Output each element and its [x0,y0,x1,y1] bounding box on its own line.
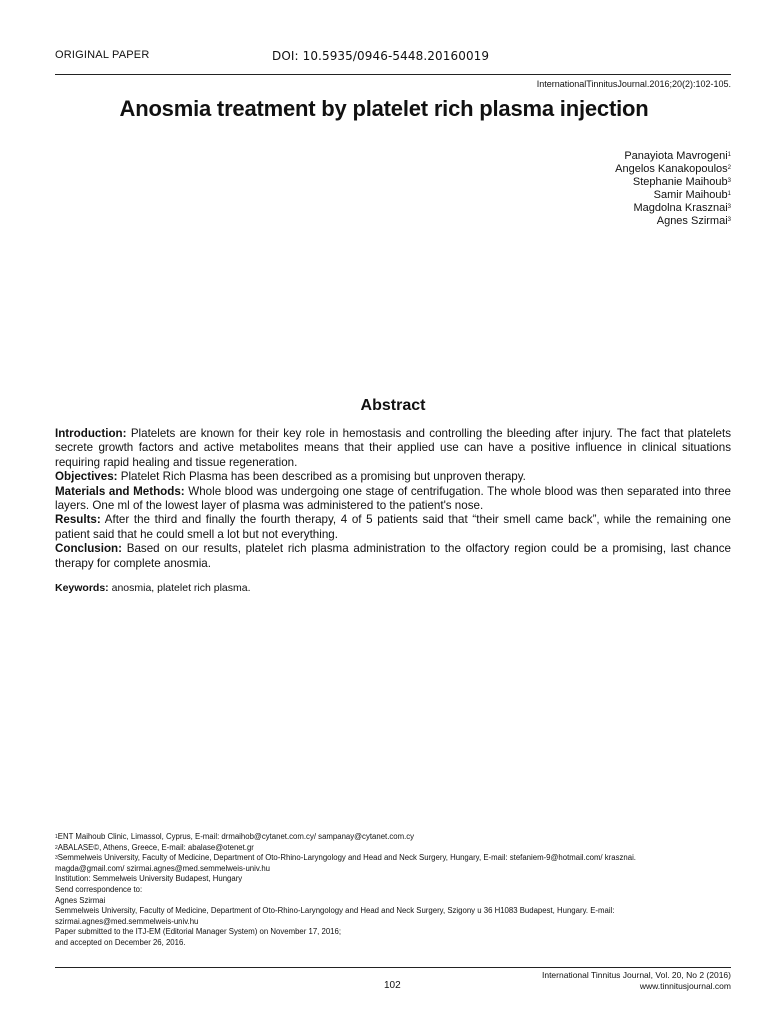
footer-journal-info [542,970,731,992]
page-number: 102 [384,980,401,991]
footnote-text: Paper submitted to the ITJ-EM (Editorial Manager System) on November 17, 2016; [55,927,342,937]
footnote-line [55,853,731,864]
footnote-line [55,864,731,875]
footnote-line [55,927,731,938]
footer-rule [55,967,731,968]
footnote-text: Semmelweis University, Faculty of Medicine, Department of Oto-Rhino-Laryngology and Head and Neck Surgery, Szigony u 36 H1083 Budapest, Hungary. E-mail: [55,906,615,916]
abstract-section-text: Platelets are known for their key role in hemostasis and controlling the bleeding after injury. The fact that platelets secrete growth factors and active metabolites means that their applied use can have a positive influence in clinical situations requiring rapid healing and tissue regeneration. [55,427,731,469]
footnote-mark: 1 [55,834,58,840]
footnote-line [55,917,731,928]
abstract-section [55,470,731,484]
abstract-section-label: Objectives: [55,470,118,484]
footnote-text: Institution: Semmelweis University Budapest, Hungary [55,874,243,884]
footnote-line [55,843,731,854]
abstract-section-text: Based on our results, platelet rich plasma administration to the olfactory region could be a promising, last chance therapy for complete anosmia. [55,542,731,570]
author-item [615,176,731,189]
author-name: Agnes Szirmai [656,215,728,227]
footnote-text: Agnes Szirmai [55,895,106,905]
author-affiliation-mark: 1 [727,152,731,158]
author-item [615,215,731,228]
author-affiliation-mark: 3 [727,178,731,184]
abstract-section [55,513,731,542]
author-item [615,202,731,215]
author-affiliation-mark: 3 [727,217,731,223]
footnote-mark: 3 [55,855,58,862]
footnote-text: ENT Maihoub Clinic, Limassol, Cyprus, E-mail: drmaihob@cytanet.com.cy/ sampanay@cytanet.com.cy [57,832,415,841]
footnotes [55,832,731,949]
abstract-section-label: Conclusion: [55,542,122,556]
paper-title: Anosmia treatment by platelet rich plasma injection [119,96,649,121]
footnote-line [55,874,731,885]
author-list [615,150,731,228]
abstract-section-label: Materials and Methods: [55,484,185,498]
abstract-heading: Abstract [360,397,426,414]
abstract-section-label: Results: [55,513,101,527]
author-item [615,150,731,163]
footnote-text: Send correspondence to: [55,884,143,894]
author-name: Magdolna Krasznai [633,202,728,214]
paper-type-label: ORIGINAL PAPER [55,49,150,61]
abstract-body [55,427,731,571]
author-name: Stephanie Maihoub [632,176,728,188]
footnote-line [55,832,731,843]
header-rule [55,74,731,75]
abstract-section-text: Whole blood was undergoing one stage of centrifugation. The whole blood was then separated into three layers. One ml of the lowest layer of plasma was administered to the patient's nose. [55,484,732,513]
abstract-section [55,485,731,514]
author-item [615,163,731,176]
footer-journal: International Tinnitus Journal, Vol. 20, No 2 (2016) [541,970,731,980]
footnote-mark: 2 [55,844,58,851]
footnote-line [55,906,731,917]
footnote-text: magda@gmail.com/ szirmai.agnes@med.semmelweis-univ.hu [55,863,271,873]
footnote-text: Semmelweis University, Faculty of Medicine, Department of Oto-Rhino-Laryngology and Head and Neck Surgery, Hungary, E-mail: stefaniem-9@hotmail.com/ krasznai. [57,853,636,863]
footnote-text: and accepted on December 26, 2016. [55,937,186,947]
footnote-line [55,896,731,907]
abstract-section-text: Platelet Rich Plasma has been described as a promising but unproven therapy. [117,470,526,484]
doi[interactable]: DOI: 10.5935/0946-5448.20160019 [272,49,490,63]
author-affiliation-mark: 1 [727,191,731,197]
author-name: Panayiota Mavrogeni [624,150,728,162]
journal-citation: InternationalTinnitusJournal.2016;20(2):102-105. [536,79,731,89]
footnote-line [55,938,731,949]
footer-website[interactable]: www.tinnitusjournal.com [639,981,731,991]
abstract-section [55,542,731,571]
keywords-text: anosmia, platelet rich plasma. [108,582,251,594]
footnote-text: szirmai.agnes@med.semmelweis-univ.hu [55,916,199,926]
author-item [615,189,731,202]
footnote-text: ABALASE©, Athens, Greece, E-mail: abalase@otenet.gr [57,842,254,852]
keywords-label: Keywords: [55,582,109,594]
author-affiliation-mark: 2 [727,165,731,171]
abstract-section-text: After the third and finally the fourth therapy, 4 of 5 patients said that “their smell came back”, while the remaining one patient said that he could smell a lot but not everything. [55,513,731,541]
footnote-line [55,885,731,896]
keywords [55,582,251,594]
author-name: Samir Maihoub [653,189,728,201]
abstract-section-label: Introduction: [55,427,127,440]
author-affiliation-mark: 3 [727,204,731,210]
abstract-section [55,427,731,470]
author-name: Angelos Kanakopoulos [615,163,728,175]
